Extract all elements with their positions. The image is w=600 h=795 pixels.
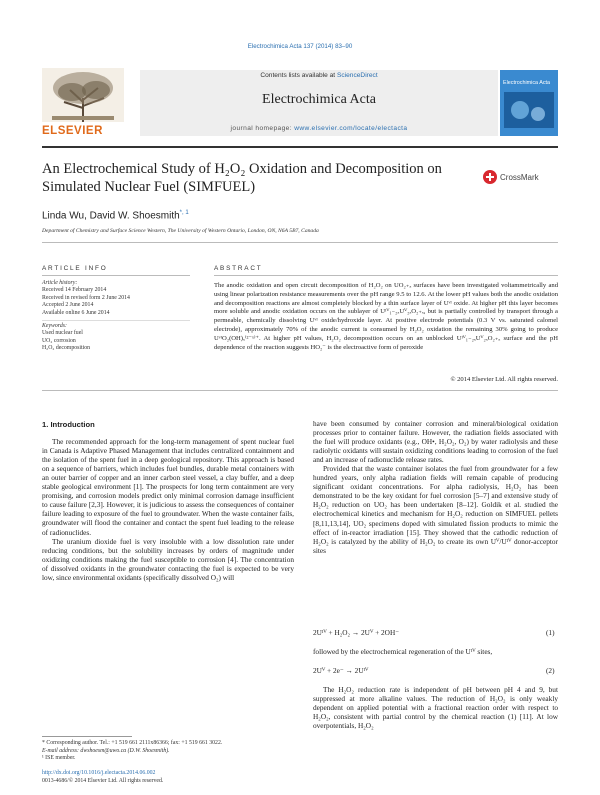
title-line-2: Simulated Nuclear Fuel (SIMFUEL) xyxy=(42,179,256,195)
article-history xyxy=(42,280,192,317)
journal-name: Electrochimica Acta xyxy=(262,92,376,107)
title-line-1: An Electrochemical Study of H₂O₂ Oxidation and Decomposition on xyxy=(42,161,442,177)
journal-citation[interactable]: Electrochimica Acta 137 (2014) 83–90 xyxy=(247,43,353,50)
contents-prefix: Contents lists available at xyxy=(260,72,336,79)
crossmark-icon[interactable] xyxy=(482,169,558,185)
doi-block xyxy=(42,770,342,785)
author-names[interactable]: Linda Wu, David W. Shoesmith xyxy=(42,210,180,222)
keywords-rule xyxy=(42,320,190,321)
doi-link[interactable]: http://dx.doi.org/10.1016/j.electacta.2014.06.002 xyxy=(42,770,156,776)
left-column xyxy=(42,420,294,582)
abstract-copyright: © 2014 Elsevier Ltd. All rights reserved. xyxy=(450,376,558,383)
cover-title: Electrochimica Acta xyxy=(503,80,551,86)
section-heading-introduction: 1. Introduction xyxy=(42,420,95,429)
paragraph: The H₂O₂ reduction rate is independent of pH between pH 4 and 9, but suppressed at more alkaline values. The reduction of H₂O₂ is only weakly dependent on applied potential with a fractional reaction order with respect to H₂O₂, consistent with partial control by the chemical reaction (1) [11]. At low overpotentials, H₂O₂ xyxy=(313,685,558,731)
affiliation: Department of Chemistry and Surface Science Western, The University of Western Ontario, London, ON, N6A 5B7, Canada xyxy=(42,228,319,234)
abstract-rule xyxy=(214,275,558,276)
sciencedirect-link[interactable]: ScienceDirect xyxy=(336,72,378,79)
footnote-email[interactable]: E-mail address: dwshoesm@uwo.ca (D.W. Shoesmith). xyxy=(42,747,170,754)
history-online: Available online 6 June 2014 xyxy=(42,309,110,316)
crossmark-label: CrossMark xyxy=(500,173,539,182)
history-label: Article history: xyxy=(42,280,78,286)
equation-2-number: (2) xyxy=(546,666,555,675)
paragraph: Provided that the waste container isolates the fuel from groundwater for a few hundred years, only alpha radiation fields will remain capable of producing significant oxidant concentrations. For alpha radiolysis, H₂O₂ has been demonstrated to be the key oxidant for fuel corrosion [5–7] and extensive study of H₂O₂ reduction on UO₂ has been undertaken [8–12]. Goldik et al. studied the electrochemical kinetics and mechanism for H₂O₂ reduction on SIMFUEL pellets [8,11,13,14], UO₂ specimens doped with simulated fission products to mimic the effect of in-reactor irradiation [15]. They showed that the cathodic reduction of H₂O₂ is catalyzed by the ability of H₂O₂ to create its own Uⱽ/Uᴵⱽ donor-acceptor sites xyxy=(313,464,558,555)
contents-available xyxy=(140,72,498,79)
footnote-ise: ¹ ISE member. xyxy=(42,755,76,762)
article-title xyxy=(42,160,462,196)
abstract-bottom-rule xyxy=(42,390,558,391)
history-accepted: Accepted 2 June 2014 xyxy=(42,302,94,309)
keyword-item: UO₂ corrosion xyxy=(42,337,76,344)
elsevier-wordmark[interactable]: ELSEVIER xyxy=(42,125,103,137)
keywords-label: Keywords: xyxy=(42,323,67,329)
abstract-text: The anodic oxidation and open circuit decomposition of H₂O₂ on UO₂₊ₓ surfaces have been investigated voltammetrically and using linear polarization resistance measurements over the pH range 9.5 to 12.6. At the lower pH values both the anodic oxidation and decomposition reactions are almost completely blocked by a thin surface layer of Uᵛᴵ oxide. At higher pH this layer becomes more soluble and anodic oxidation occurs on the sublayer of Uᴵⱽ₁₋₂ₓUⱽ₂ₓO₂₊ₓ, but is partially controlled by transport through a permeable, chemically dissolving Uᵛᴵ oxide/hydroxide layer. At positive electrode potentials (0.3 V vs. saturated calomel electrode), approximately 70% of the anodic current is consumed by H₂O₂ oxidation the remaining 30% going to produce UᵛᴵO₂(OH)ₓ⁽²⁻ˣ⁾⁺. At higher pH values, H₂O₂ decomposition occurs on an unblocked Uᴵⱽ₁₋₂ₓUⱽ₂ₓO₂₊ₓ surface and the pH dependence of the reaction suggests HO₂⁻ is the electroactive form of peroxide xyxy=(214,282,558,351)
equation-1-number: (1) xyxy=(546,628,555,637)
paragraph: have been consumed by container corrosion and mineral/biological oxidation processes prior to container failure. However, the radiation fields associated with the fuel will produce oxidants (e.g., OH•, H₂O₂, O₂) by water radiolysis and these radiolytic oxidants will sustain oxidizing conditions leading to corrosion of the fuel and an increase of radionuclide release rates. xyxy=(313,419,558,465)
homepage-link[interactable]: www.elsevier.com/locate/electacta xyxy=(294,125,408,132)
history-received: Received 14 February 2014 xyxy=(42,287,107,294)
history-revised: Received in revised form 2 June 2014 xyxy=(42,294,130,301)
keyword-item: Used nuclear fuel xyxy=(42,330,83,337)
right-column-continued xyxy=(313,685,558,730)
keywords xyxy=(42,323,192,353)
footnote-corresponding: * Corresponding author. Tel.: +1 519 661 2111x86366; fax: +1 519 661 3022. xyxy=(42,740,223,746)
right-column xyxy=(313,419,558,555)
footnote-rule xyxy=(42,736,132,737)
issn-line: 0013-4686/© 2014 Elsevier Ltd. All rights reserved. xyxy=(42,777,164,784)
author-marks[interactable]: *, 1 xyxy=(179,210,189,216)
author-list xyxy=(42,210,189,221)
abstract-heading: ABSTRACT xyxy=(214,265,263,272)
homepage-prefix: journal homepage: xyxy=(230,125,292,132)
paragraph: The recommended approach for the long-term management of spent nuclear fuel in Canada is Adaptive Phased Management that includes centralized containment and the isolation of the spent fuel in a deep geological repository. This approach is based on a sequence of barriers, which includes fuel bundles, durable metal containers with an outer barrier of copper and an inner carbon steel vessel, a clay buffer, and a deep stable geological environment [1]. The prospects for long term containment are very promising, and corrosion models predict only minimal corrosion damage insufficient to cause failure [2,3]. However, it is judicious to assess the consequences of container failure leading to exposure of the fuel to groundwater. When the waste container fails, groundwater will flood the container and contact the spent fuel leading to the release of radionuclides. xyxy=(42,437,294,537)
article-info-heading: ARTICLE INFO xyxy=(42,265,108,272)
equation-1: 2Uᴵⱽ + H₂O₂ → 2Uⱽ + 2OH⁻ xyxy=(313,628,400,637)
keyword-item: H₂O₂ decomposition xyxy=(42,345,90,352)
footnotes xyxy=(42,740,302,763)
info-rule xyxy=(42,275,190,276)
equation-connector: followed by the electrochemical regeneration of the Uᴵⱽ sites, xyxy=(313,647,493,656)
equation-2: 2Uⱽ + 2e⁻ → 2Uᴵⱽ xyxy=(313,666,369,675)
header-rule xyxy=(42,146,558,148)
affil-rule xyxy=(42,242,558,243)
journal-homepage xyxy=(140,125,498,132)
paragraph: The uranium dioxide fuel is very insoluble with a low dissolution rate under reducing conditions, but the solubility increases by orders of magnitude under oxidizing conditions making the fuel susceptible to corrosion [4]. The concentration of dissolved oxidants in the groundwater contacting the fuel is expected to be very low, since environmental oxidants (specifically dissolved O₂) will xyxy=(42,536,294,582)
